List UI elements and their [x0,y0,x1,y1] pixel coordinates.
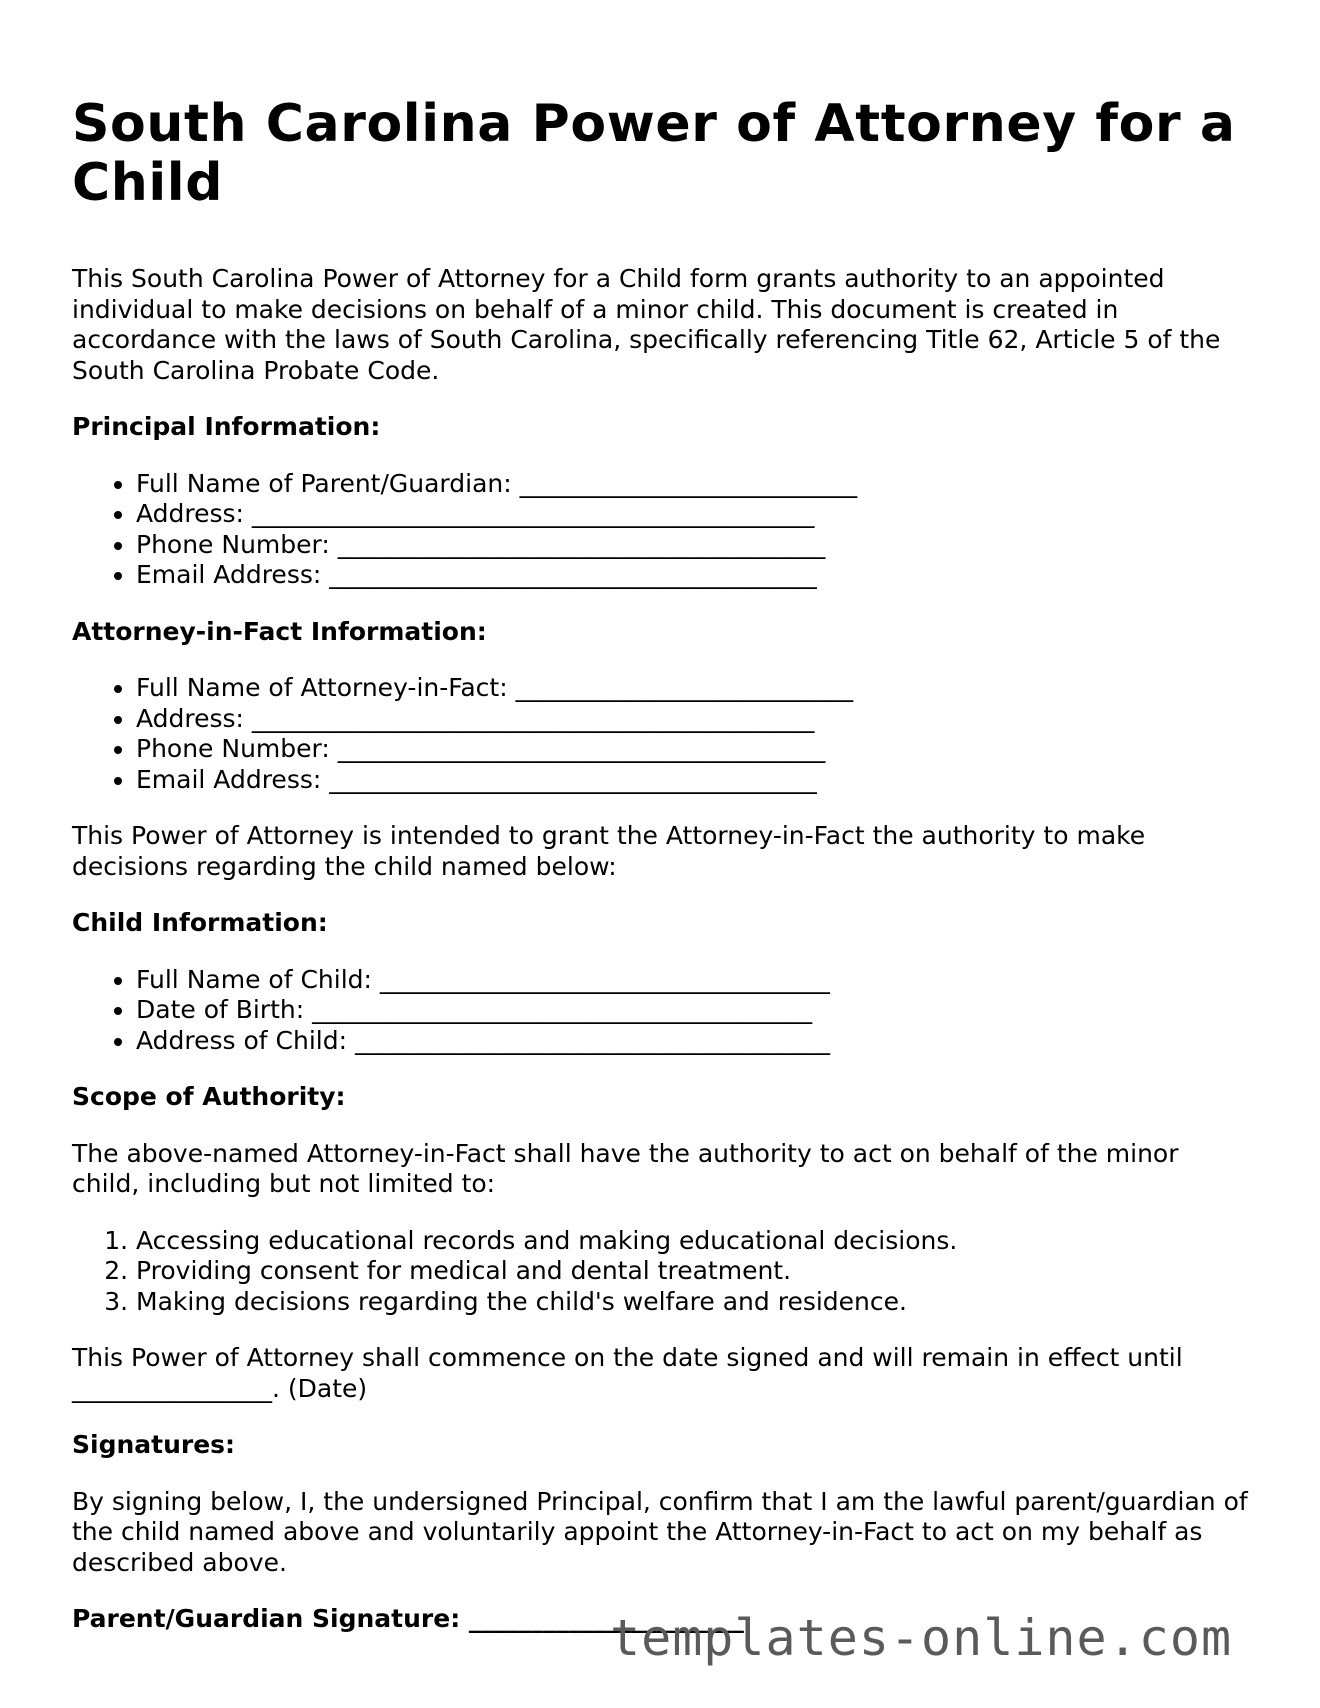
principal-email-field: • Email Address: _______________________________________ [136,560,1252,591]
parent-signature-line: Parent/Guardian Signature: ______________________ [72,1604,744,1633]
scope-list [72,1226,1252,1318]
scope-item: 1. Accessing educational records and making educational decisions. [136,1226,1252,1257]
child-list [72,965,1252,1057]
principal-heading: Principal Information: [72,412,381,441]
watermark: templates-online.com [610,1609,1233,1667]
purpose-paragraph: This Power of Attorney is intended to grant the Attorney-in-Fact the authority to make decisions regarding the child named below: [72,821,1146,881]
scope-item: 3. Making decisions regarding the child's welfare and residence. [136,1287,1252,1318]
duration-paragraph: This Power of Attorney shall commence on the date signed and will remain in effect until ________________. (Date) [72,1343,1183,1403]
attorney-phone-field: • Phone Number: _______________________________________ [136,734,1252,765]
child-address-field: • Address of Child: ______________________________________ [136,1026,1252,1057]
principal-name-field: • Full Name of Parent/Guardian: ___________________________ [136,469,1252,500]
attorney-name-field: • Full Name of Attorney-in-Fact: ___________________________ [136,673,1252,704]
scope-item: 2. Providing consent for medical and dental treatment. [136,1256,1252,1287]
principal-phone-field: • Phone Number: _______________________________________ [136,530,1252,561]
principal-list [72,469,1252,591]
intro-paragraph: This South Carolina Power of Attorney for a Child form grants authority to an appointed individual to make decisions on behalf of a minor child. This document is created in accordance with the laws of South Carolina, specifically referencing Title 62, Article 5 of the South Carolina Probate Code. [72,264,1221,385]
scope-heading: Scope of Authority: [72,1082,346,1111]
signatures-paragraph: By signing below, I, the undersigned Principal, confirm that I am the lawful parent/guardian of the child named above and voluntarily appoint the Attorney-in-Fact to act on my behalf as described above. [72,1486,1248,1577]
scope-paragraph: The above-named Attorney-in-Fact shall have the authority to act on behalf of the minor child, including but not limited to: [72,1138,1179,1198]
attorney-heading: Attorney-in-Fact Information: [72,616,487,646]
attorney-email-field: • Email Address: _______________________________________ [136,765,1252,796]
child-name-field: • Full Name of Child: ____________________________________ [136,965,1252,996]
principal-address-field: • Address: _____________________________________________ [136,499,1252,530]
child-dob-field: • Date of Birth: ________________________________________ [136,995,1252,1026]
signatures-heading: Signatures: [72,1430,236,1459]
attorney-address-field: • Address: _____________________________________________ [136,704,1252,735]
document-title: South Carolina Power of Attorney for a Child [72,94,1236,213]
child-heading: Child Information: [72,908,328,937]
attorney-list [72,673,1252,795]
document-page [72,0,1252,1635]
